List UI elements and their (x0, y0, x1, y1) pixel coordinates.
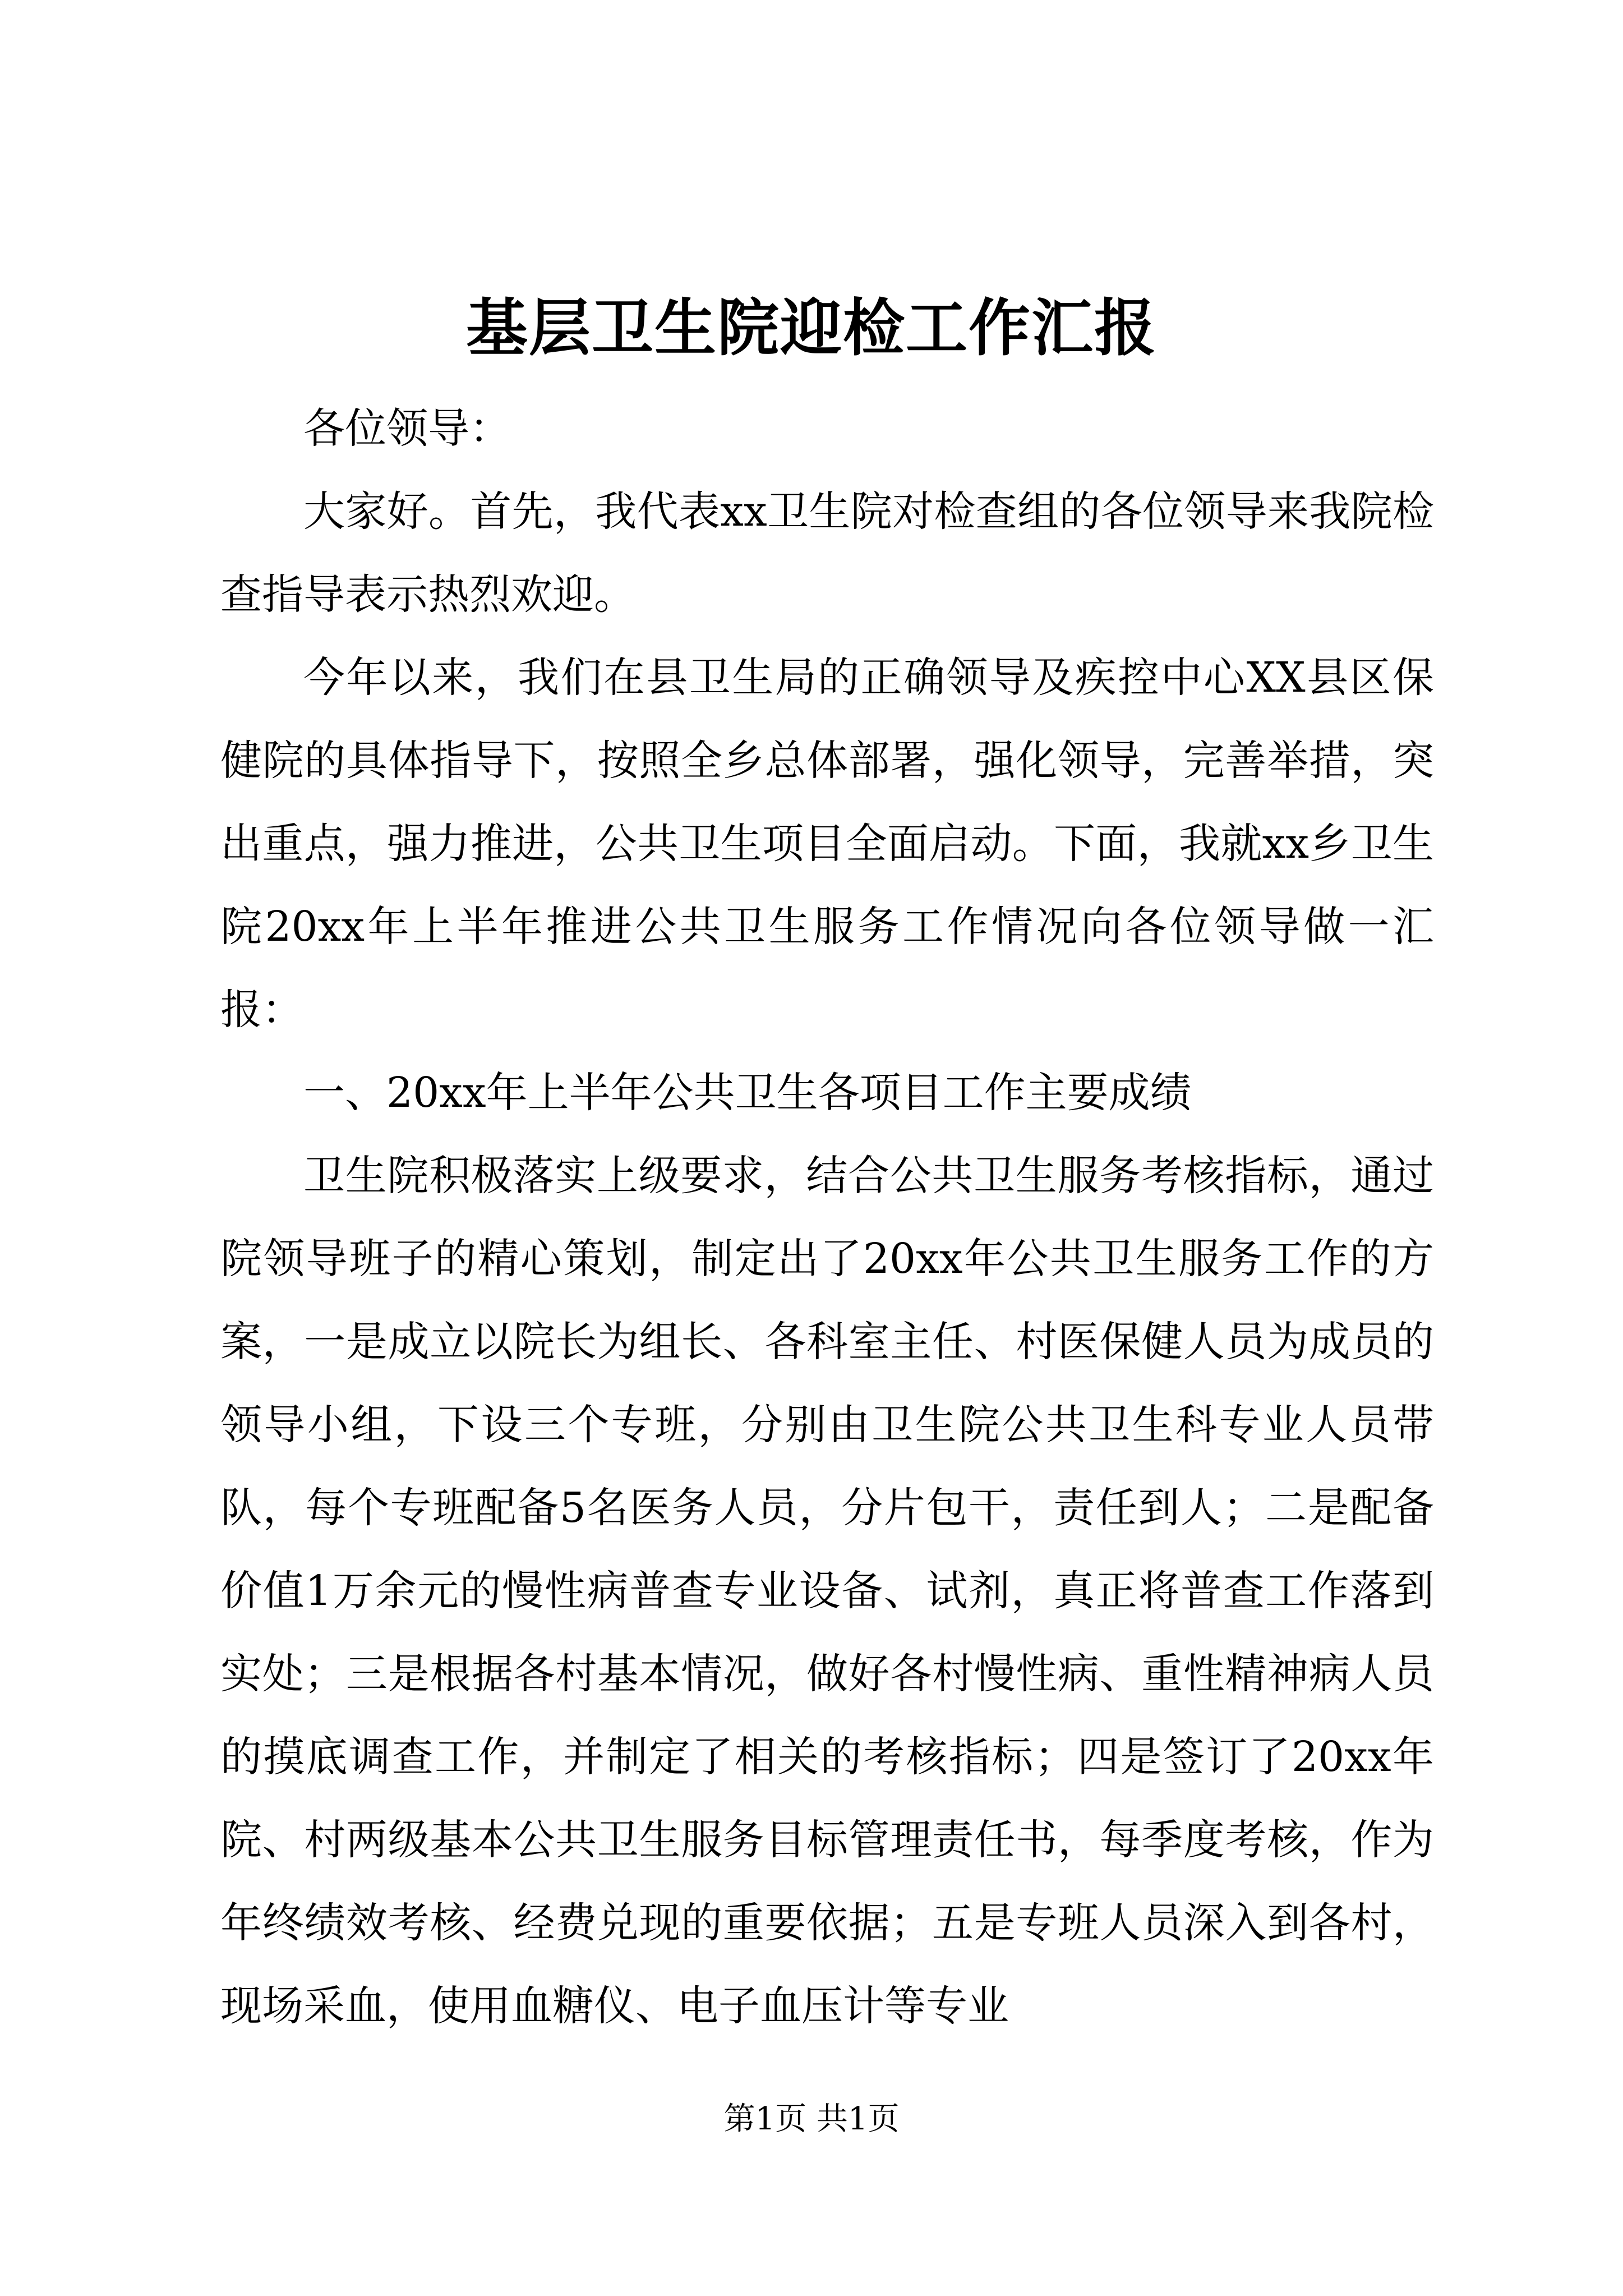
document-body (220, 387, 1434, 2047)
section-heading-achievements: 一、20xx年上半年公共卫生各项目工作主要成绩 (303, 1069, 1192, 1117)
page-number-footer: 第1页 共1页 (723, 2101, 900, 2137)
paragraph-achievements: 卫生院积极落实上级要求，结合公共卫生服务考核指标，通过院领导班子的精心策划，制定出了20xx年公共卫生服务工作的方案，一是成立以院长为组长、各科室主任、村医保健人员为成员的领导小组，下设三个专班，分别由卫生院公共卫生科专业人员带队，每个专班配备5名医务人员，分片包干，责任到人；二是配备价值1万余元的慢性病普查专业设备、试剂，真正将普查工作落到实处；三是根据各村基本情况，做好各村慢性病、重性精神病人员的摸底调查工作，并制定了相关的考核指标；四是签订了20xx年院、村两级基本公共卫生服务目标管理责任书，每季度考核，作为年终绩效考核、经费兑现的重要依据；五是专班人员深入到各村，现场采血，使用血糖仪、电子血压计等专业 (220, 1152, 1434, 2030)
paragraph-salutation: 各位领导： (303, 404, 511, 453)
document-title: 基层卫生院迎检工作汇报 (466, 292, 1157, 364)
paragraph-greeting: 大家好。首先，我代表xx卫生院对检查组的各位领导来我院检查指导表示热烈欢迎。 (220, 487, 1434, 619)
paragraph-introduction: 今年以来，我们在县卫生局的正确领导及疾控中心XX县区保健院的具体指导下，按照全乡总体部署，强化领导，完善举措，突出重点，强力推进，公共卫生项目全面启动。下面，我就xx乡卫生院20xx年上半年推进公共卫生服务工作情况向各位领导做一汇报： (220, 654, 1434, 1034)
